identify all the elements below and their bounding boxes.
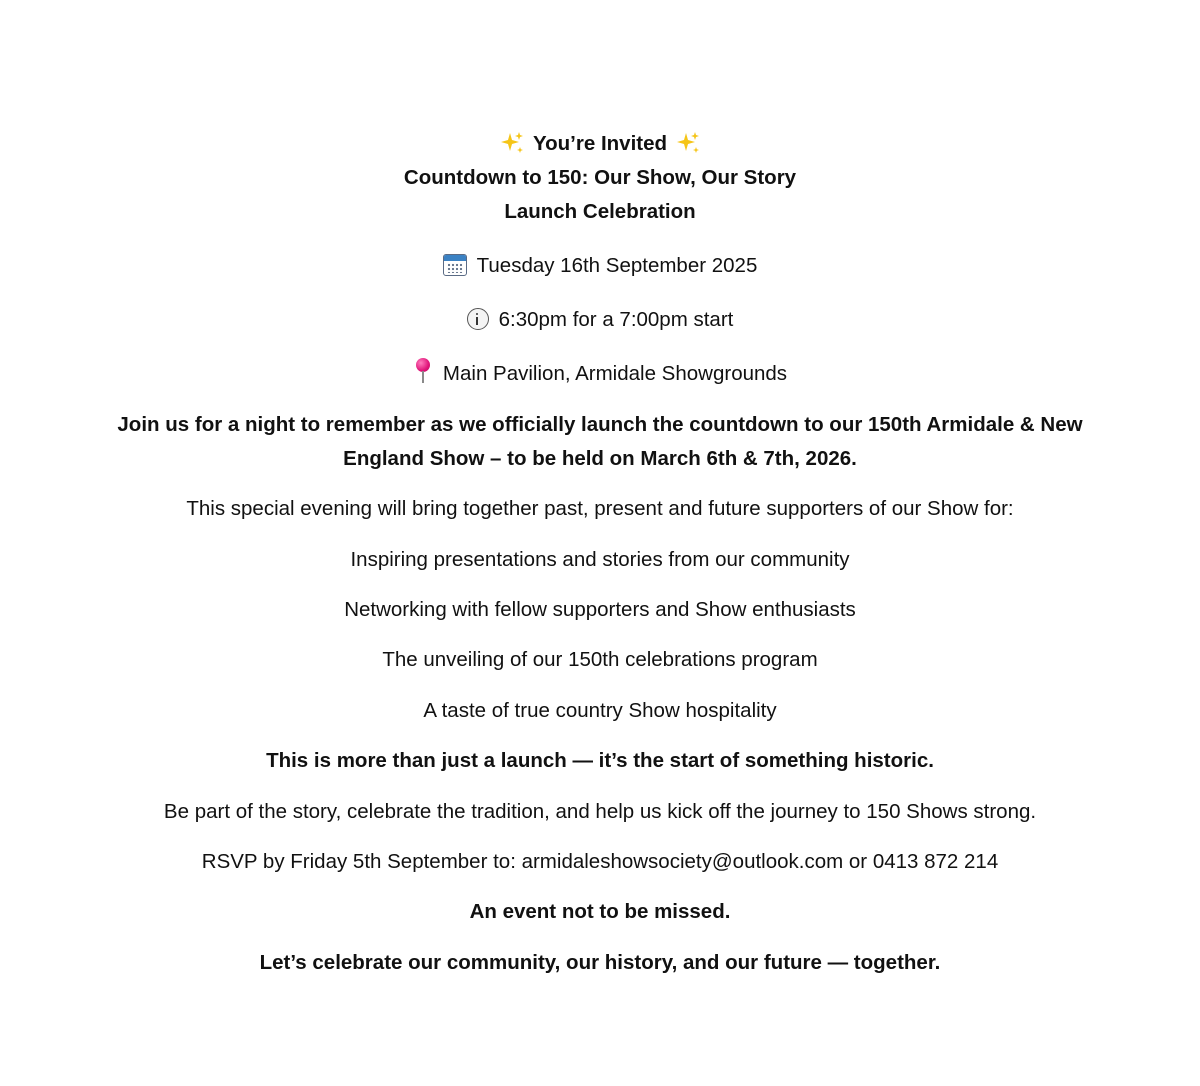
closing-line-2: Let’s celebrate our community, our history, and our future — together. <box>259 951 941 974</box>
event-location-text: Main Pavilion, Armidale Showgrounds <box>442 362 788 385</box>
clock-icon <box>467 308 489 330</box>
event-subtitle: Launch Celebration <box>504 200 696 223</box>
event-title: Countdown to 150: Our Show, Our Story <box>403 166 797 189</box>
sparkles-icon <box>499 130 525 156</box>
event-time-text: 6:30pm for a 7:00pm start <box>498 308 734 331</box>
calendar-icon <box>443 254 467 276</box>
intro-paragraph: Join us for a night to remember as we officially launch the countdown to our 150th Armidale & New England Show – to be held on March 6th & 7th, 2026. <box>117 413 1083 470</box>
invite-header <box>0 127 1200 161</box>
tagline: This is more than just a launch — it’s the start of something historic. <box>266 749 934 772</box>
event-date-text: Tuesday 16th September 2025 <box>476 254 758 277</box>
highlight-item: The unveiling of our 150th celebrations program <box>382 648 818 671</box>
rsvp-details: RSVP by Friday 5th September to: armidaleshowsociety@outlook.com or 0413 872 214 <box>201 850 999 873</box>
highlight-item: Networking with fellow supporters and Show enthusiasts <box>344 598 856 621</box>
event-location <box>0 357 1200 391</box>
event-time <box>0 303 1200 337</box>
call-to-action: Be part of the story, celebrate the tradition, and help us kick off the journey to 150 Shows strong. <box>163 800 1037 823</box>
closing-line-1: An event not to be missed. <box>469 900 731 923</box>
highlight-item: A taste of true country Show hospitality <box>423 699 777 722</box>
highlight-item: Inspiring presentations and stories from our community <box>350 548 850 571</box>
invite-header-text: You’re Invited <box>532 132 668 155</box>
lead-in-text: This special evening will bring together past, present and future supporters of our Show for: <box>186 497 1014 520</box>
event-date <box>0 249 1200 283</box>
round-pushpin-icon <box>413 358 433 384</box>
sparkles-icon <box>675 130 701 156</box>
